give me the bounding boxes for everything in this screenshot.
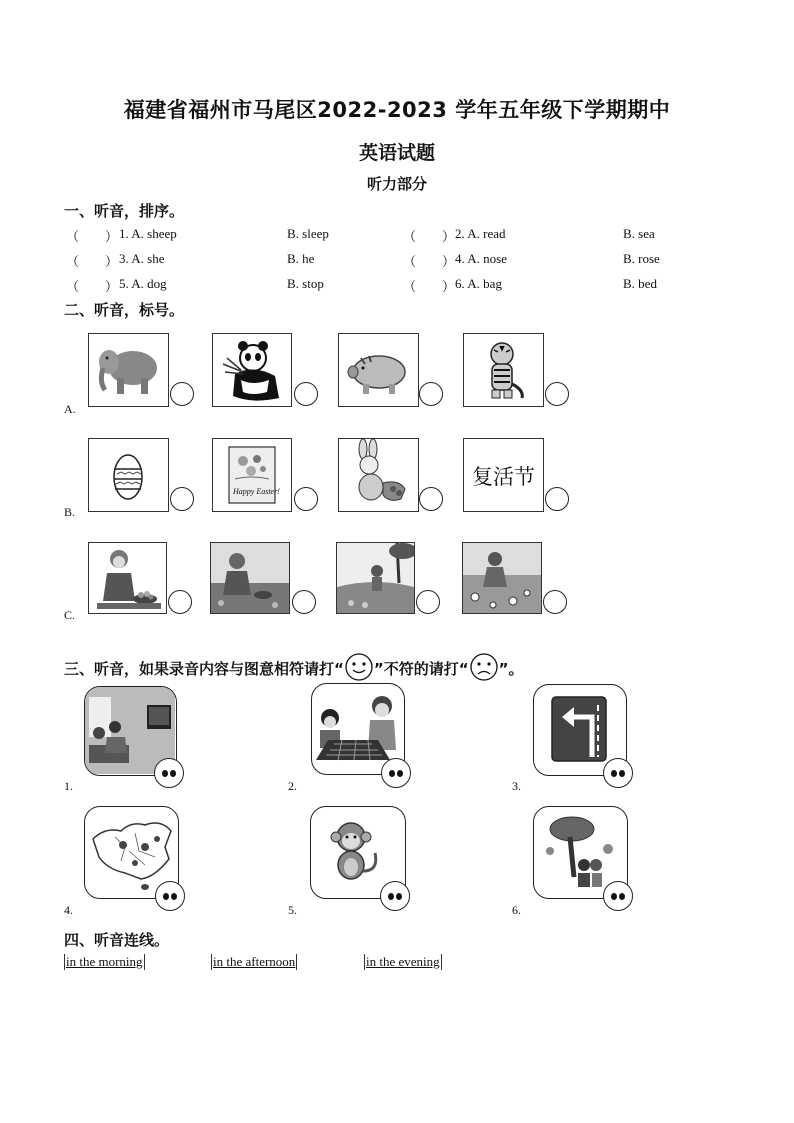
sad-face-icon (469, 652, 499, 682)
item-number: 5. (288, 903, 297, 917)
answer-circle[interactable] (170, 487, 194, 511)
easter-card-text: Happy Easter! (233, 487, 280, 496)
answer-circle[interactable] (419, 487, 443, 511)
item-number: 4. (64, 903, 73, 917)
answer-circle[interactable] (294, 382, 318, 406)
answer-face[interactable] (155, 881, 185, 911)
item-number: 2. (288, 779, 297, 793)
easter-text-picture (463, 438, 544, 512)
easter-egg-icon (89, 439, 168, 511)
panda-icon (213, 334, 291, 406)
question-option-a: 2. A. read (455, 226, 506, 241)
answer-paren[interactable]: （ ） (403, 280, 456, 295)
pig-picture (338, 333, 419, 407)
section-label: 听力部分 (366, 175, 427, 193)
answer-paren[interactable]: （ ） (403, 230, 456, 245)
easter-card-picture (212, 438, 292, 512)
item-number: 3. (512, 779, 521, 793)
answer-paren[interactable]: （ ） (66, 255, 119, 270)
question-option-b: B. sleep (287, 226, 329, 241)
question-option-a: 1. A. sheep (119, 226, 177, 241)
part3-heading-pre: 三、听音，如果录音内容与图意相符请打“ (64, 660, 344, 678)
answer-circle[interactable] (416, 590, 440, 614)
time-option-afternoon[interactable]: in the afternoon (213, 954, 296, 969)
page-subtitle: 英语试题 (358, 142, 435, 164)
item-number: 1. (64, 779, 73, 793)
question-option-b: B. rose (623, 251, 660, 266)
question-option-b: B. stop (287, 276, 324, 291)
elephant-picture (88, 333, 169, 407)
question-option-b: B. he (287, 251, 315, 266)
answer-circle[interactable] (292, 590, 316, 614)
answer-face[interactable] (154, 758, 184, 788)
easter-egg-picture (88, 438, 169, 512)
time-option-evening[interactable]: in the evening (366, 954, 440, 969)
row-label-b: B. (64, 505, 76, 519)
girl-flowers-picture (462, 542, 542, 614)
part3-heading (64, 652, 523, 682)
part2-heading: 二、听音，标号。 (64, 301, 185, 319)
girl-outdoors-tree-icon (337, 543, 414, 613)
answer-face[interactable] (603, 881, 633, 911)
answer-circle[interactable] (543, 590, 567, 614)
question-option-a: 4. A. nose (455, 251, 507, 266)
tiger-picture (463, 333, 544, 407)
row-label-a: A. (64, 402, 76, 416)
answer-face[interactable] (380, 881, 410, 911)
answer-face[interactable] (603, 758, 633, 788)
question-option-a: 3. A. she (119, 251, 165, 266)
girl-with-eggs-icon (89, 543, 166, 613)
answer-circle[interactable] (170, 382, 194, 406)
part4-heading: 四、听音连线。 (64, 931, 170, 949)
girl-in-garden-picture (210, 542, 290, 614)
part3-heading-mid: ”不符的请打“ (373, 660, 469, 678)
easter-text: 复活节 (472, 465, 535, 489)
question-option-b: B. sea (623, 226, 655, 241)
elephant-icon (89, 334, 168, 406)
girl-flowers-icon (463, 543, 541, 613)
part1-heading: 一、听音，排序。 (64, 202, 185, 220)
girl-outdoors-tree-picture (336, 542, 415, 614)
answer-circle[interactable] (545, 487, 569, 511)
answer-paren[interactable]: （ ） (66, 280, 119, 295)
easter-bunny-picture (338, 438, 419, 512)
panda-picture (212, 333, 292, 407)
row-label-c: C. (64, 608, 76, 622)
part3-heading-post: ”。 (498, 660, 524, 678)
item-number: 6. (512, 903, 521, 917)
question-option-a: 6. A. bag (455, 276, 502, 291)
smiley-face-icon (344, 652, 374, 682)
answer-paren[interactable]: （ ） (66, 230, 119, 245)
question-option-b: B. bed (623, 276, 657, 291)
girl-with-eggs-picture (88, 542, 167, 614)
answer-circle[interactable] (419, 382, 443, 406)
girl-in-garden-icon (211, 543, 289, 613)
answer-paren[interactable]: （ ） (403, 255, 456, 270)
easter-card-icon (213, 439, 291, 511)
page-title: 福建省福州市马尾区2022-2023 学年五年级下学期期中 (123, 98, 671, 122)
answer-circle[interactable] (168, 590, 192, 614)
question-option-a: 5. A. dog (119, 276, 167, 291)
easter-bunny-icon (339, 439, 418, 511)
answer-circle[interactable] (294, 487, 318, 511)
answer-circle[interactable] (545, 382, 569, 406)
tiger-icon (464, 334, 543, 406)
answer-face[interactable] (381, 758, 411, 788)
time-option-morning[interactable]: in the morning (66, 954, 143, 969)
pig-icon (339, 334, 418, 406)
